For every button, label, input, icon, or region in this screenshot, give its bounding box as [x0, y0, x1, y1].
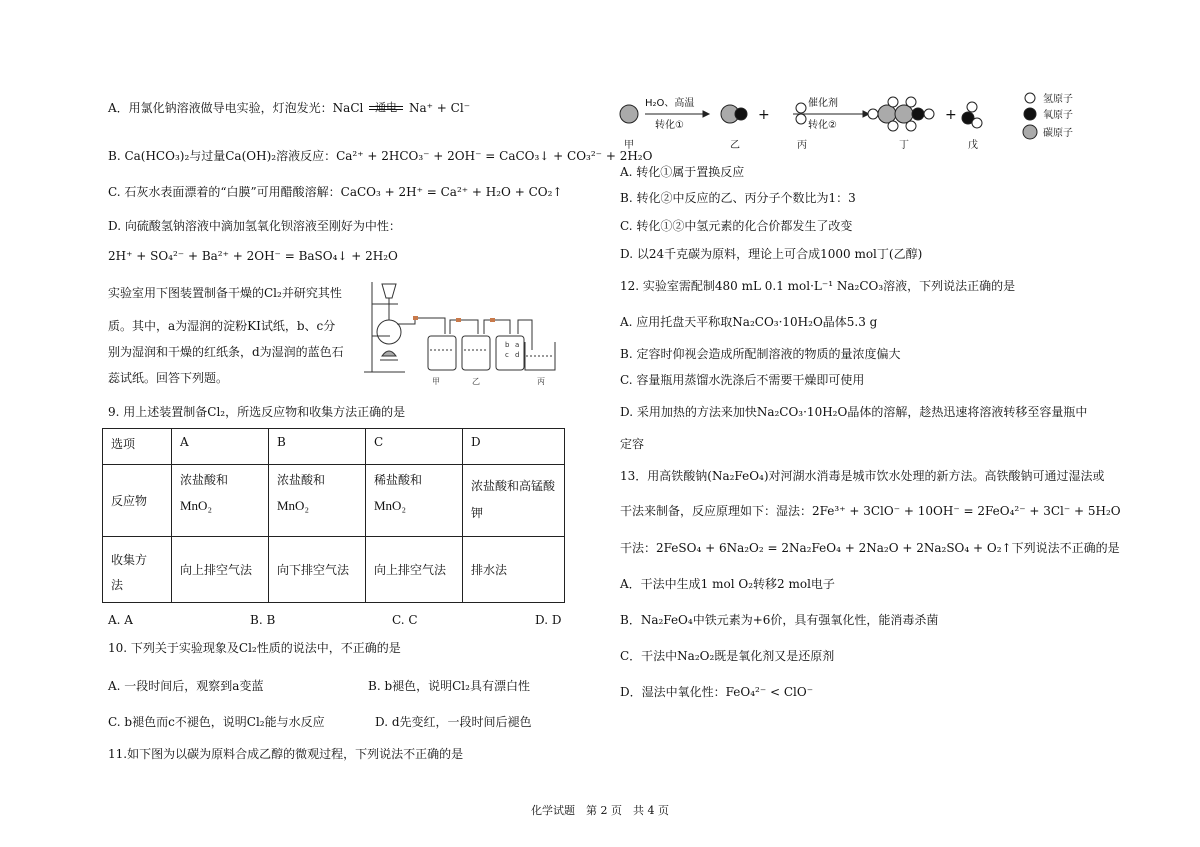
- q10-option-c: C. b褪色而c不褪色，说明Cl₂能与水反应: [108, 715, 325, 729]
- q9-answer-c: C. C: [392, 613, 418, 627]
- mol-label-bing: 丙: [797, 140, 807, 151]
- app-label-bing: 丙: [537, 377, 545, 386]
- q12-option-a: A. 应用托盘天平称取Na₂CO₃·10H₂O晶体5.3 g: [620, 315, 878, 329]
- intro-line-2: 质。其中，a为湿润的淀粉KI试纸，b、c分: [108, 319, 336, 333]
- q11-option-a: A. 转化①属于置换反应: [620, 165, 745, 179]
- table-cell: 向上排空气法: [172, 537, 269, 603]
- carbon-atom-jia: [620, 105, 638, 123]
- q13-stem-2: 干法来制备，反应原理如下：湿法：2Fe³⁺ + 3ClO⁻ + 10OH⁻ = 2FeO₄²⁻ + 3Cl⁻ + 5H₂O: [620, 504, 1121, 518]
- intro-line-3: 别为湿润和干燥的红纸条，d为湿润的蓝色石: [108, 345, 344, 359]
- table-cell: 收集方 法: [103, 537, 172, 603]
- table-row: [103, 429, 565, 465]
- q13-option-c: C．干法中Na₂O₂既是氧化剂又是还原剂: [620, 649, 835, 663]
- q9-options-table: [102, 428, 565, 603]
- table-cell: 浓盐酸和 MnO₂: [172, 465, 269, 537]
- table-cell: 选项: [103, 429, 172, 465]
- table-cell: 浓盐酸和高锰酸 钾: [463, 465, 565, 537]
- arrow2-bottom: 转化②: [808, 120, 837, 131]
- table-row: [103, 537, 565, 603]
- page-footer: 化学试题 第 2 页 共 4 页: [531, 804, 669, 817]
- legend-hydrogen: 氢原子: [1043, 94, 1073, 105]
- q11-option-d: D. 以24千克碳为原料，理论上可合成1000 mol丁(乙醇): [620, 247, 923, 261]
- q13-option-b: B．Na₂FeO₄中铁元素为+6价，具有强氧化性，能消毒杀菌: [620, 613, 939, 627]
- table-cell: A: [172, 429, 269, 465]
- table-row: [103, 465, 565, 537]
- q8-option-b: B. Ca(HCO₃)₂与过量Ca(OH)₂溶液反应：Ca²⁺ + 2HCO₃⁻ + 2OH⁻ = CaCO₃↓ + CO₃²⁻ + 2H₂O: [108, 149, 653, 163]
- legend-carbon: 碳原子: [1043, 128, 1073, 139]
- label-a: a: [515, 341, 520, 349]
- q13-stem-3: 干法：2FeSO₄ + 6Na₂O₂ = 2Na₂FeO₄ + 2Na₂O + 2Na₂SO₄ + O₂↑下列说法不正确的是: [620, 541, 1120, 555]
- q10-option-a: A. 一段时间后，观察到a变蓝: [108, 679, 264, 693]
- q9-stem: 9. 用上述装置制备Cl₂，所选反应物和收集方法正确的是: [108, 405, 406, 419]
- label-b: b: [505, 341, 510, 349]
- table-cell: B: [269, 429, 366, 465]
- q9-answer-d: D. D: [535, 613, 562, 627]
- q13-stem-1: 13．用高铁酸钠(Na₂FeO₄)对河湖水消毒是城市饮水处理的新方法。高铁酸钠可通过湿法或: [620, 469, 1105, 483]
- plus-sign: +: [945, 107, 957, 123]
- table-cell: 反应物: [103, 465, 172, 537]
- mol-label-wu: 戊: [968, 140, 978, 151]
- app-label-yi: 乙: [472, 377, 480, 386]
- arrow2-top: 催化剂: [808, 98, 838, 109]
- q12-option-b: B. 定容时仰视会造成所配制溶液的物质的量浓度偏大: [620, 347, 901, 361]
- q8-option-a: [108, 100, 470, 116]
- q13-option-d: D．湿法中氧化性：FeO₄²⁻ < ClO⁻: [620, 685, 814, 699]
- table-cell: 浓盐酸和 MnO₂: [269, 465, 366, 537]
- arrow1-bottom: 转化①: [655, 120, 684, 131]
- q8-a-text: A．用氯化钠溶液做导电实验，灯泡发光：NaCl: [108, 101, 364, 115]
- q12-option-c: C. 容量瓶用蒸馏水洗涤后不需要干燥即可使用: [620, 373, 865, 387]
- molecular-process-figure: [615, 86, 1095, 156]
- intro-line-4: 蕊试纸。回答下列题。: [108, 371, 229, 385]
- table-cell: D: [463, 429, 565, 465]
- arrow1-top: H₂O、高温: [645, 98, 695, 109]
- mol-label-jia: 甲: [624, 140, 634, 151]
- q10-stem: 10. 下列关于实验现象及Cl₂性质的说法中，不正确的是: [108, 641, 401, 655]
- table-cell: 稀盐酸和 MnO₂: [366, 465, 463, 537]
- q8-option-c: C. 石灰水表面漂着的“白膜”可用醋酸溶解：CaCO₃ + 2H⁺ = Ca²⁺ + H₂O + CO₂↑: [108, 185, 563, 199]
- q12-option-d-cont: 定容: [620, 437, 645, 451]
- table-cell: 排水法: [463, 537, 565, 603]
- table-cell: C: [366, 429, 463, 465]
- app-label-jia: 甲: [432, 377, 440, 386]
- q11-stem: 11.如下图为以碳为原料合成乙醇的微观过程，下列说法不正确的是: [108, 747, 464, 761]
- intro-line-1: 实验室用下图装置制备干燥的Cl₂并研究其性: [108, 286, 342, 300]
- label-d: d: [515, 351, 520, 359]
- q11-option-b: B. 转化②中反应的乙、丙分子个数比为1：3: [620, 191, 856, 205]
- q11-option-c: C. 转化①②中氢元素的化合价都发生了改变: [620, 219, 853, 233]
- q8-option-d: D. 向硫酸氢钠溶液中滴加氢氧化钡溶液至刚好为中性：: [108, 219, 401, 233]
- table-cell: 向下排空气法: [269, 537, 366, 603]
- q12-option-d: D. 采用加热的方法来加快Na₂CO₃·10H₂O晶体的溶解，趁热迅速将溶液转移至容量瓶中: [620, 405, 1088, 419]
- q8-a-products: Na⁺ + Cl⁻: [409, 101, 471, 115]
- table-cell: 向上排空气法: [366, 537, 463, 603]
- q13-option-a: A．干法中生成1 mol O₂转移2 mol电子: [620, 577, 835, 591]
- mol-label-yi: 乙: [730, 140, 740, 151]
- q9-answer-a: A. A: [108, 613, 133, 627]
- arrow-condition: 通电: [375, 101, 398, 114]
- q8-option-d-equation: 2H⁺ + SO₄²⁻ + Ba²⁺ + 2OH⁻ = BaSO₄↓ + 2H₂O: [108, 249, 398, 263]
- q10-option-b: B. b褪色，说明Cl₂具有漂白性: [368, 679, 530, 693]
- q12-stem: 12. 实验室需配制480 mL 0.1 mol·L⁻¹ Na₂CO₃溶液，下列说法正确的是: [620, 279, 1016, 293]
- q10-option-d: D. d先变红，一段时间后褪色: [375, 715, 532, 729]
- label-c: c: [505, 351, 509, 359]
- mol-label-ding: 丁: [899, 140, 909, 151]
- legend-oxygen: 氧原子: [1043, 110, 1073, 121]
- apparatus-figure: [360, 276, 565, 388]
- q9-answer-b: B. B: [250, 613, 276, 627]
- plus-sign: +: [758, 107, 770, 123]
